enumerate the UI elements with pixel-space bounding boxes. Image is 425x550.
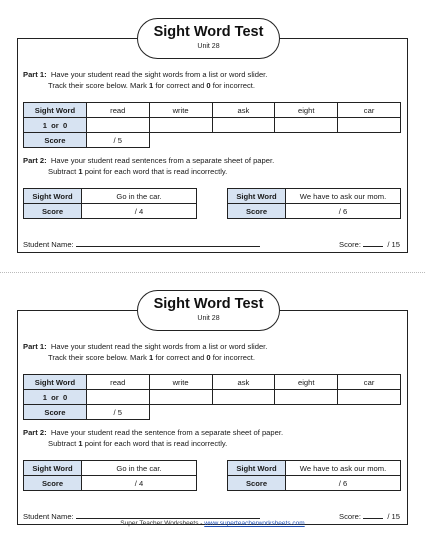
mark-cell[interactable]	[212, 390, 275, 405]
sentence-score-header: Score	[228, 476, 286, 491]
table-row	[228, 461, 401, 476]
sentence-header: Sight Word	[24, 461, 82, 476]
sight-word-table	[23, 374, 401, 420]
part1-label: Part 1:	[23, 70, 47, 79]
sentence-cell: We have to ask our mom.	[286, 461, 401, 476]
sentence-score-header: Score	[24, 204, 82, 219]
part1-line1: Have your student read the sight words from a list or word slider.	[50, 342, 268, 351]
part2-line2: Subtract 1 point for each word that is read incorrectly.	[48, 167, 228, 176]
title-badge	[137, 290, 280, 331]
total-score-field[interactable]	[363, 240, 383, 247]
word-cell: ask	[212, 375, 275, 390]
sentence-table-2	[227, 460, 401, 491]
sentence-cell: Go in the car.	[82, 189, 197, 204]
sentence-score-cell[interactable]: / 6	[286, 204, 401, 219]
word-cell: eight	[275, 375, 338, 390]
table-row	[24, 103, 401, 118]
student-name-field[interactable]	[76, 240, 260, 247]
total-score-label: Score:	[339, 240, 361, 249]
sentence-cell: We have to ask our mom.	[286, 189, 401, 204]
word-cell: write	[149, 375, 212, 390]
part1-label: Part 1:	[23, 342, 47, 351]
part2-instructions	[23, 427, 283, 449]
table-row	[228, 204, 401, 219]
table-row	[228, 476, 401, 491]
title-badge	[137, 18, 280, 59]
mark-cell[interactable]	[86, 118, 149, 133]
one-or-zero-header: 1 or 0	[24, 390, 87, 405]
word-cell: write	[149, 103, 212, 118]
table-row	[24, 133, 401, 148]
table-row	[24, 189, 197, 204]
test-title: Sight Word Test	[153, 24, 264, 40]
sentence-table-2	[227, 188, 401, 219]
part2-instructions	[23, 155, 274, 177]
total-score-line	[339, 240, 400, 249]
sight-word-test-1	[17, 18, 408, 253]
footer-brand: Super Teacher Worksheets	[120, 520, 199, 527]
part1-instructions	[23, 69, 267, 91]
word-cell: car	[338, 103, 401, 118]
unit-label: Unit 28	[197, 43, 220, 50]
table-row	[24, 405, 401, 420]
sentence-score-cell[interactable]: / 4	[82, 204, 197, 219]
part1-line2: Track their score below. Mark 1 for correct and 0 for incorrect.	[48, 353, 255, 362]
sentence-cell: Go in the car.	[82, 461, 197, 476]
part2-label: Part 2:	[23, 156, 47, 165]
word-cell: car	[338, 375, 401, 390]
sight-word-header: Sight Word	[24, 103, 87, 118]
mark-cell[interactable]	[275, 118, 338, 133]
table-row	[24, 204, 197, 219]
sentence-header: Sight Word	[228, 461, 286, 476]
part2-label: Part 2:	[23, 428, 47, 437]
mark-cell[interactable]	[149, 390, 212, 405]
student-name-label: Student Name:	[23, 512, 74, 521]
student-name-field[interactable]	[76, 512, 260, 519]
sentence-score-cell[interactable]: / 6	[286, 476, 401, 491]
part1-instructions	[23, 341, 267, 363]
sentence-table-1	[23, 460, 197, 491]
site-footer	[0, 520, 425, 527]
score-header: Score	[24, 133, 87, 148]
sentence-score-header: Score	[228, 204, 286, 219]
part2-line1: Have your student read the sentence from a separate sheet of paper.	[50, 428, 284, 437]
mark-cell[interactable]	[86, 390, 149, 405]
total-score-max: / 15	[387, 512, 400, 521]
unit-label: Unit 28	[197, 315, 220, 322]
part2-line2: Subtract 1 point for each word that is read incorrectly.	[48, 439, 228, 448]
part1-score-cell[interactable]: / 5	[86, 133, 149, 148]
student-name-label: Student Name:	[23, 240, 74, 249]
table-row	[24, 390, 401, 405]
word-cell: ask	[212, 103, 275, 118]
total-score-field[interactable]	[363, 512, 383, 519]
part1-score-cell[interactable]: / 5	[86, 405, 149, 420]
sentence-score-header: Score	[24, 476, 82, 491]
total-score-label: Score:	[339, 512, 361, 521]
mark-cell[interactable]	[338, 118, 401, 133]
part1-line1: Have your student read the sight words from a list or word slider.	[50, 70, 268, 79]
sight-word-test-2	[17, 290, 408, 525]
cut-line	[0, 272, 425, 273]
table-row	[24, 118, 401, 133]
score-header: Score	[24, 405, 87, 420]
sight-word-header: Sight Word	[24, 375, 87, 390]
sight-word-table	[23, 102, 401, 148]
part1-line2: Track their score below. Mark 1 for correct and 0 for incorrect.	[48, 81, 255, 90]
student-name-line	[23, 240, 260, 249]
table-row	[24, 461, 197, 476]
word-cell: eight	[275, 103, 338, 118]
mark-cell[interactable]	[275, 390, 338, 405]
sentence-header: Sight Word	[228, 189, 286, 204]
part2-line1: Have your student read sentences from a separate sheet of paper.	[50, 156, 275, 165]
table-row	[24, 375, 401, 390]
one-or-zero-header: 1 or 0	[24, 118, 87, 133]
mark-cell[interactable]	[338, 390, 401, 405]
sentence-header: Sight Word	[24, 189, 82, 204]
mark-cell[interactable]	[212, 118, 275, 133]
test-title: Sight Word Test	[153, 296, 264, 312]
footer-link[interactable]: www.superteacherworksheets.com	[204, 520, 305, 527]
footer-separator: -	[198, 520, 205, 527]
sentence-table-1	[23, 188, 197, 219]
table-row	[228, 189, 401, 204]
word-cell: read	[86, 375, 149, 390]
sentence-score-cell[interactable]: / 4	[82, 476, 197, 491]
word-cell: read	[86, 103, 149, 118]
table-row	[24, 476, 197, 491]
total-score-max: / 15	[387, 240, 400, 249]
mark-cell[interactable]	[149, 118, 212, 133]
